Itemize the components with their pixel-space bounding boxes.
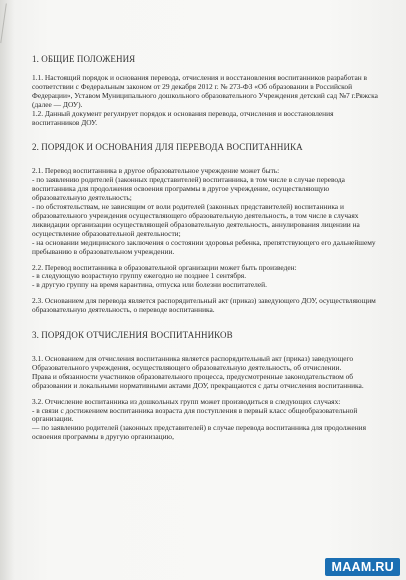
page-edge-shadow: [0, 0, 14, 580]
paragraph-1-1: 1.1. Настоящий порядок и основания перевода, отчисления и восстановления воспитанников разработан в соответствии с Федеральным законом от 29 декабря 2012 г. № 273-ФЗ «Об образовании в Российской Федерации», Уставом Муниципального дошкольного образовательного Учреждения детский сад №7 г.Ряжска (далее — ДОУ).: [32, 73, 378, 109]
paragraph-2-1-b: - по обстоятельствам, не зависящим от воли родителей (законных представителей) воспитанника и образовательного учреждения осуществляющего образовательную деятельность, в том числе в случаях ликвидации организации осуществляющей образовательную деятельность, аннулирования лицензии на осуществление образовательной деятельности;: [32, 202, 360, 238]
paragraph-2-2: 2.2. Перевод воспитанника в образовательной организации может быть произведен:: [32, 262, 297, 272]
section-heading-expulsion: 3. ПОРЯДОК ОТЧИСЛЕНИЯ ВОСПИТАННИКОВ: [32, 330, 233, 341]
paragraph-1-2: 1.2. Данный документ регулирует порядок и основания перевода, отчисления и восстановления воспитанников ДОУ.: [32, 108, 334, 127]
site-watermark: MAAM.RU: [325, 558, 400, 576]
paragraph-2-1: 2.1. Перевод воспитанника в другое образовательное учреждение может быть:: [32, 166, 280, 176]
paragraph-2-2-b: - в другую группу на время карантина, отпуска или болезни воспитателей.: [32, 280, 267, 290]
paragraph-3-2-b: — по заявлению родителей (законных представителей) в случае перевода воспитанника для продолжения освоения программы в другую организацию,: [32, 423, 367, 442]
document-body: [32, 54, 378, 442]
paragraph-3-2-a: - в связи с достижением воспитанника возраста для поступления в первый класс общеобразовательной организации.: [32, 405, 358, 424]
paragraph-2-2-a: - в следующую возрастную группу ежегодно не позднее 1 сентября.: [32, 271, 247, 281]
paragraph-3-1-rights: Права и обязанности участников образовательного процесса, предусмотренные законодательством об образовании и локальными нормативными актами ДОУ, прекращаются с даты отчисления воспитанника.: [32, 371, 364, 390]
paragraph-3-2: 3.2. Отчисление воспитанника из дошкольных групп может производиться в следующих случаях:: [32, 396, 341, 406]
paragraph-2-1-a: - по заявлению родителей (законных представителей) воспитанника, в том числе в случае перевода воспитанника для продолжения освоения программы в другое учреждение, осуществляющую образовательную деятельность;: [32, 175, 345, 203]
paragraph-3-1: 3.1. Основанием для отчисления воспитанника является распорядительный акт (приказ) заведующего Образовательного учреждения, осуществляющего образовательную деятельность, об отчислении.: [32, 354, 354, 372]
paragraph-2-1-c: - на основании медицинского заключения о состоянии здоровья ребенка, препятствующего его дальнейшему пребыванию в образовательном учреждении.: [32, 237, 376, 256]
paragraph-2-3: 2.3. Основанием для перевода является распорядительный акт (приказ) заведующего ДОУ, осуществляющим образовательную деятельность, о переводе воспитанника.: [32, 296, 376, 315]
section-heading-transfer: 2. ПОРЯДОК И ОСНОВАНИЯ ДЛЯ ПЕРЕВОДА ВОСПИТАННИКА: [32, 142, 303, 153]
section-heading-general: 1. ОБЩИЕ ПОЛОЖЕНИЯ: [32, 54, 136, 64]
